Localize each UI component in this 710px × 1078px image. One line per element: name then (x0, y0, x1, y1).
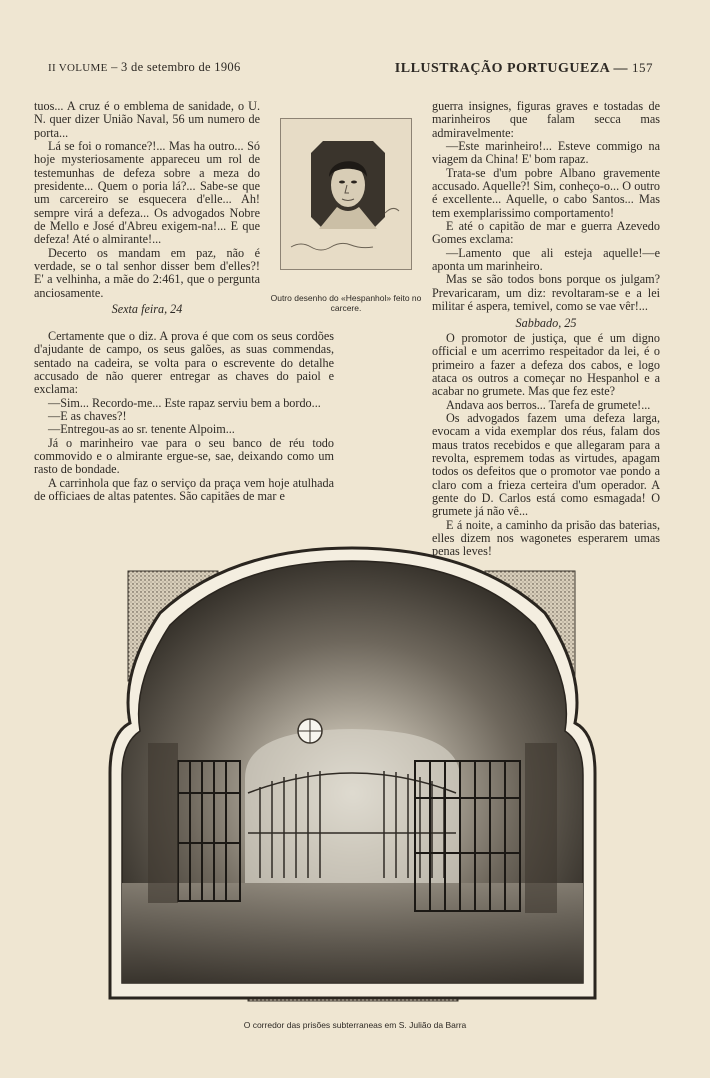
sketch-caption: Outro desenho do «Hespanhol» feito no carcere. (270, 293, 422, 313)
photo-caption: O corredor das prisões subterraneas em S. Julião da Barra (243, 1020, 467, 1030)
paragraph: Já o marinheiro vae para o seu banco de réu todo commovido e o almirante ergue-se, sae, deixando como um rasto de bondade. (34, 435, 334, 477)
paragraph: Os advogados fazem uma defeza larga, evocam a vida exemplar dos réus, falam dos maus tratos recebidos e que allegaram para a revolta, espremem todas as virtudes, apagam todos os defeitos que o promotor vae pondo a claro com a frieza certeira d'um operador. A gente do D. Carlos está como esmagada! O grumete já não vê... (432, 410, 660, 519)
page-header (48, 60, 653, 82)
paragraph: —Sim... Recordo-me... Este rapaz serviu bem a bordo... (48, 395, 321, 410)
page-number: 157 (632, 60, 653, 75)
sketch-drawing (281, 119, 411, 269)
paragraph: Trata-se d'um pobre Albano gravemente accusado. Aquelle?! Sim, conheço-o... O outro é excellente... Aquelle, o cabo Santos... Mas tem exemplarissimo comportamento! (432, 165, 660, 220)
paragraph: Mas se são todos bons porque os julgam? Prevaricaram, um diz: revoltaram-se e a lei militar é aspera, temivel, como se vae vêr!... (432, 272, 660, 314)
paragraph: A carrinhola que faz o serviço da praça vem hoje atulhada de officiaes de altas patentes. São capitães de mar e (34, 475, 334, 504)
paragraph: Certamente que o diz. A prova é que com os seus cordões d'ajudante de campo, os seus galões, as suas commendas, sentado na cadeira, se volta para o escrevente do detalhe accusado de não querer entregar as chaves do paiol e exclama: (34, 329, 334, 397)
paragraph: —Este marinheiro!... Esteve commigo na viagem da China! E' bom rapaz. (432, 139, 660, 167)
corridor-illustration (100, 543, 605, 1003)
section-date: Sabbado, 25 (515, 315, 577, 330)
hespanhol-sketch (280, 118, 412, 270)
prison-corridor-photo (100, 543, 605, 1003)
paragraph: O promotor de justiça, que é um digno official e um acerrimo respeitador da lei, é o primeiro a fazer a defeza dos cabos, e logo ataca os outros a começar no Hespanhol e a acabar no grumete. Mas que fez este? (432, 330, 660, 399)
header-title: ILLUSTRAÇÃO PORTUGUEZA (394, 61, 610, 76)
section-date: Sexta feira, 24 (111, 302, 183, 317)
paragraph: E á noite, a caminho da prisão das baterias, elles dizem nos wagonetes esperarem umas penas leves! (432, 517, 660, 559)
header-date: 3 de setembro de 1906 (121, 60, 241, 74)
paragraph: —Lamento que ali esteja aquelle!—e aponta um marinheiro. (432, 245, 660, 274)
paragraph: —Entregou-as ao sr. tenente Alpoim... (48, 422, 235, 437)
header-volume-date: II VOLUME – 3 de setembro de 1906 (48, 60, 241, 74)
paragraph: E até o capitão de mar e guerra Azevedo Gomes exclama: (432, 219, 660, 247)
left-column-top (34, 100, 260, 319)
paragraph: Decerto os mandam em paz, não é verdade, se o tal senhor disser bem d'elles?! E' a velhinha, a mãe do 2:461, que o pergunta anciosamente. (34, 245, 260, 300)
left-column-bottom (34, 330, 334, 503)
header-title-page: ILLUSTRAÇÃO PORTUGUEZA — 157 (394, 60, 653, 76)
paragraph: Andava aos berros... Tarefa de grumete!... (446, 397, 651, 412)
paragraph: guerra insignes, figuras graves e tostadas de marinheiros que falam secca mas admiravelmente: (432, 99, 660, 140)
paragraph: —E as chaves?! (48, 409, 127, 424)
right-column (432, 100, 660, 559)
header-volume: II VOLUME (48, 62, 108, 74)
paragraph: tuos... A cruz é o emblema de sanidade, o U. N. quer dizer União Naval, 56 um numero de porta... (34, 99, 260, 140)
paragraph: Lá se foi o romance?!... Mas ha outro... Só hoje mysteriosamente appareceu um rol de testemunhas de defeza sobre a meza do presidente... Quem o poria lá?... Sabe-se que um carcereiro se esquecera d'elle... Ah! sempre virá a defeza... Os advogados Nobre de Mello e José d'Abreu exigem-na!... E que defeza! Até o almirante!... (34, 139, 260, 247)
